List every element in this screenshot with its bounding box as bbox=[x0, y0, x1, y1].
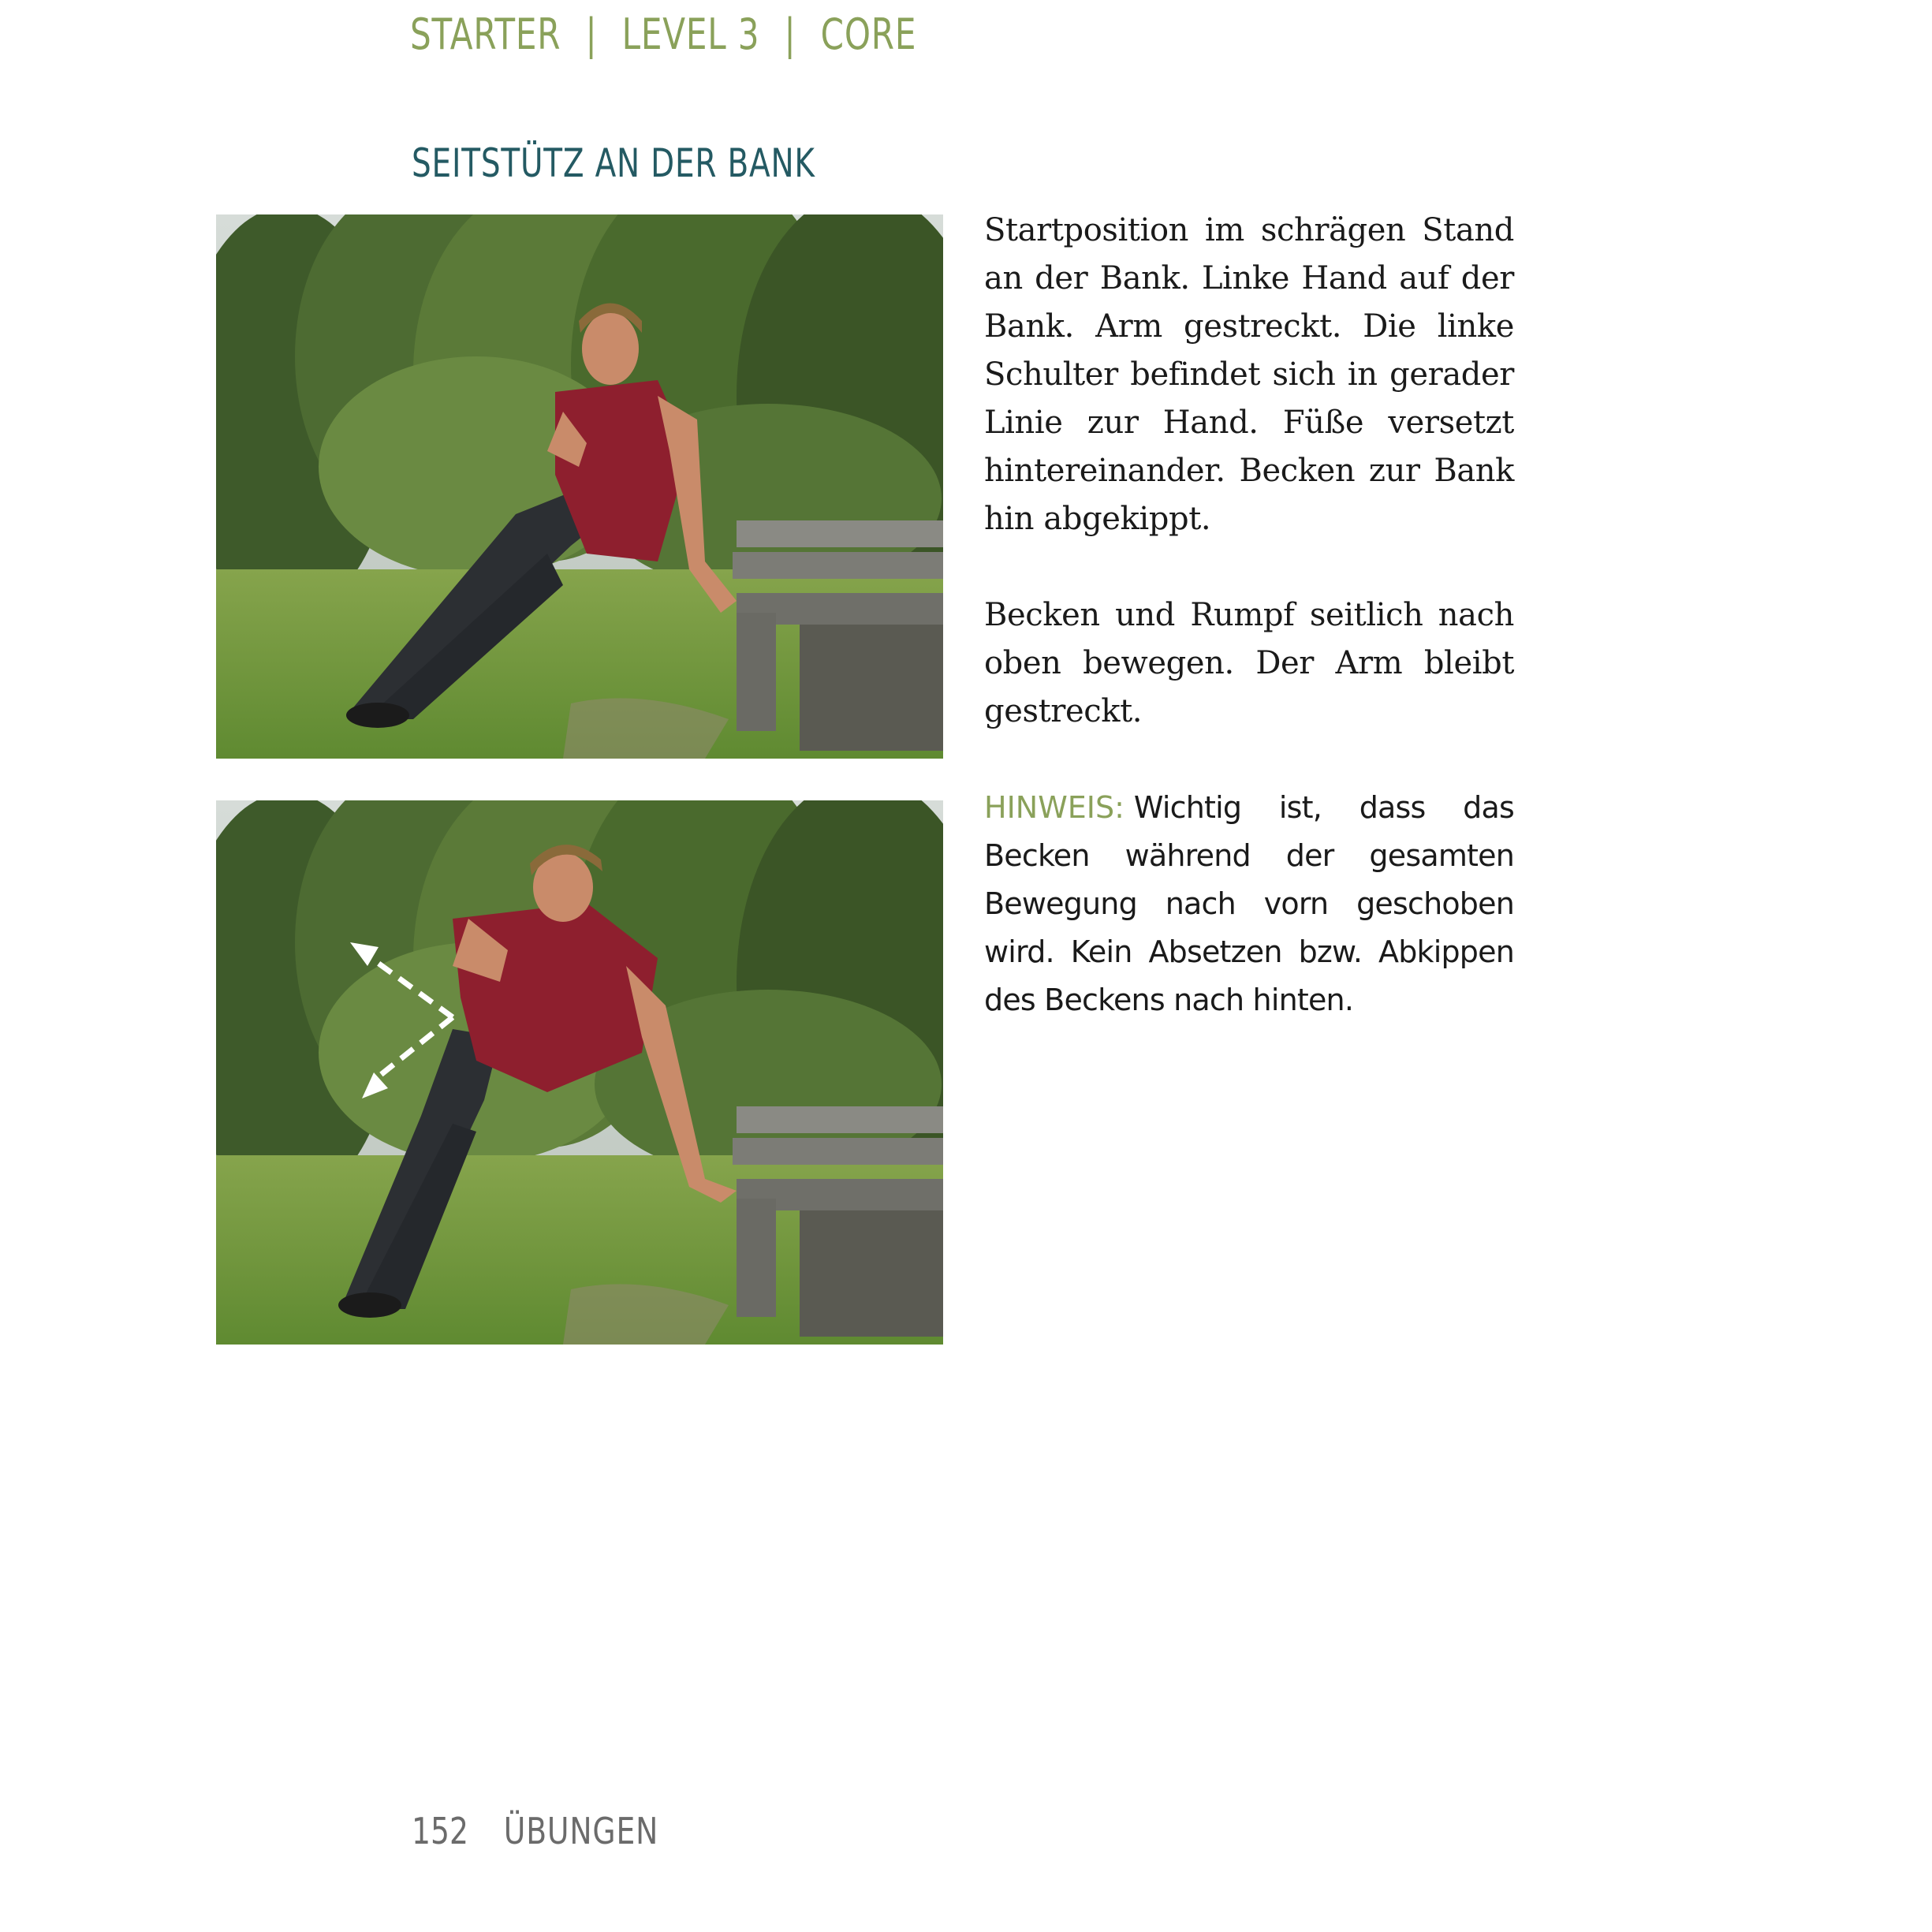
hint-paragraph bbox=[984, 784, 1514, 1024]
exercise-description bbox=[984, 207, 1514, 1024]
page-footer bbox=[412, 1810, 658, 1852]
header-starter: STARTER bbox=[410, 9, 561, 59]
description-movement: Becken und Rumpf seitlich nach oben bewegen. Der Arm bleibt gestreckt. bbox=[984, 597, 1514, 729]
movement-illustration bbox=[216, 800, 943, 1345]
header-core: CORE bbox=[820, 9, 917, 59]
start-position-illustration bbox=[216, 214, 943, 759]
header-separator: | bbox=[784, 9, 796, 59]
running-header bbox=[410, 6, 916, 62]
header-separator: | bbox=[585, 9, 598, 59]
photo-movement bbox=[216, 800, 943, 1345]
hint-text: Wichtig ist, dass das Becken während der gesamten Bewegung nach vorn geschoben wird. Kein Absetzen bzw. Abkippen des Beckens nach hinten. bbox=[984, 790, 1514, 1017]
description-start: Startposition im schrägen Stand an der Bank. Linke Hand auf der Bank. Arm gestreckt. Die linke Schulter befindet sich in gerader Linie zur Hand. Füße versetzt hintereinander. Becken zur Bank hin abgekippt. bbox=[984, 212, 1514, 537]
section-name: ÜBUNGEN bbox=[503, 1810, 659, 1852]
hint-label: HINWEIS: bbox=[984, 790, 1125, 825]
page-number: 152 bbox=[412, 1810, 469, 1852]
exercise-title: SEITSTÜTZ AN DER BANK bbox=[412, 140, 815, 186]
header-level: LEVEL 3 bbox=[621, 9, 760, 59]
photo-start-position bbox=[216, 214, 943, 759]
